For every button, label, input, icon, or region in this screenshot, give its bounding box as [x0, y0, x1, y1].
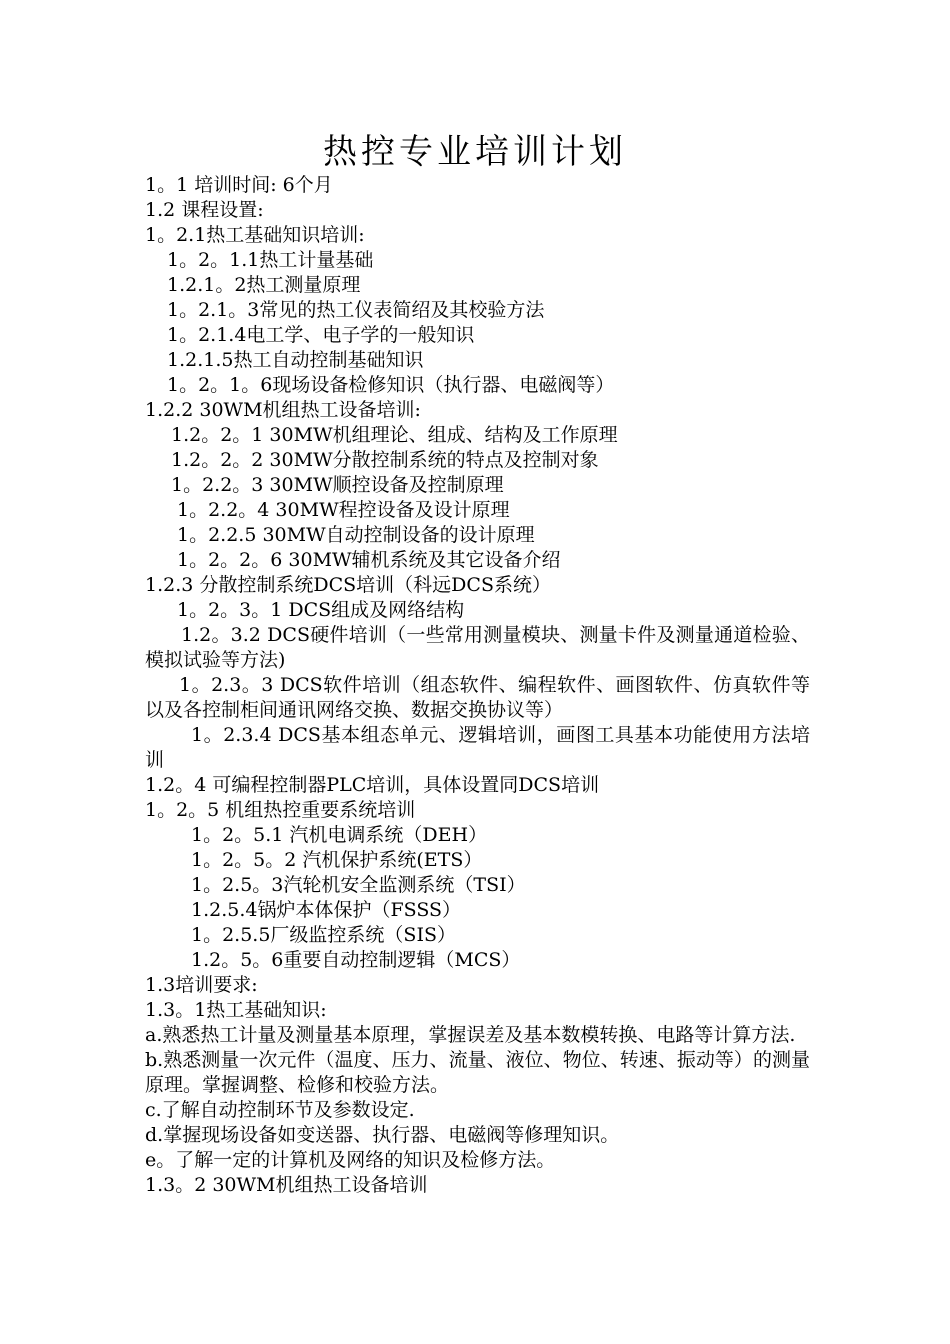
line-section-1-2-2: 1.2.2 30WM机组热工设备培训:: [145, 399, 421, 421]
line-section-1-2-5: 1。2。5 机组热控重要系统培训: [145, 799, 416, 821]
line-item-1-2-1-3: 1。2.1。3常见的热工仪表简绍及其校验方法: [167, 299, 545, 321]
line-item-1-2-3-1: 1。2。3。1 DCS组成及网络结构: [177, 599, 465, 621]
document-title: 热控专业培训计划: [323, 132, 627, 172]
line-item-1-2-2-4: 1。2.2。4 30MW程控设备及设计原理: [177, 499, 510, 521]
line-item-1-2-2-1: 1.2。2。1 30MW机组理论、组成、结构及工作原理: [171, 424, 618, 446]
line-item-1-2-5-6: 1.2。5。6重要自动控制逻辑（MCS）: [191, 949, 521, 971]
line-requirement-a: a.熟悉热工计量及测量基本原理，掌握误差及基本数模转换、电路等计算方法.: [145, 1024, 796, 1046]
line-section-1-3: 1.3培训要求:: [145, 974, 258, 996]
line-section-1-2-3: 1.2.3 分散控制系统DCS培训（科远DCS系统）: [145, 574, 551, 596]
line-item-1-2-1-5: 1.2.1.5热工自动控制基础知识: [167, 349, 424, 371]
line-item-1-2-2-3: 1。2.2。3 30MW顺控设备及控制原理: [171, 474, 504, 496]
document-body: [145, 173, 810, 1198]
line-section-1-2-4: 1.2。4 可编程控制器PLC培训，具体设置同DCS培训: [145, 774, 600, 796]
line-section-1-3-2: 1.3。2 30WM机组热工设备培训: [145, 1174, 428, 1196]
line-item-1-2-1-4: 1。2.1.4电工学、电子学的一般知识: [167, 324, 475, 346]
line-item-1-2-5-1: 1。2。5.1 汽机电调系统（DEH）: [191, 824, 488, 846]
line-item-1-2-5-2: 1。2。5。2 汽机保护系统(ETS）: [191, 849, 483, 871]
line-requirement-b: b.熟悉测量一次元件（温度、压力、流量、液位、物位、转速、振动等）的测量原理。掌握调整、检修和校验方法。: [145, 1049, 810, 1096]
line-course-setup: 1.2 课程设置:: [145, 199, 264, 221]
line-requirement-e: e。了解一定的计算机及网络的知识及检修方法。: [145, 1149, 556, 1171]
line-requirement-c: c.了解自动控制环节及参数设定.: [145, 1099, 415, 1121]
line-item-1-2-3-2: 1.2。3.2 DCS硬件培训（一些常用测量模块、测量卡件及测量通道检验、模拟试验等方法): [145, 624, 810, 671]
line-section-1-3-1: 1.3。1热工基础知识:: [145, 999, 327, 1021]
line-training-time: 1。1 培训时间: 6个月: [145, 174, 333, 196]
line-item-1-2-3-3: 1。2.3。3 DCS软件培训（组态软件、编程软件、画图软件、仿真软件等以及各控制柜间通讯网络交换、数据交换协议等）: [145, 674, 810, 721]
line-requirement-d: d.掌握现场设备如变送器、执行器、电磁阀等修理知识。: [145, 1124, 620, 1146]
line-item-1-2-3-4: 1。2.3.4 DCS基本组态单元、逻辑培训，画图工具基本功能使用方法培训: [145, 724, 810, 771]
line-section-1-2-1: 1。2.1热工基础知识培训:: [145, 224, 365, 246]
line-item-1-2-2-6: 1。2。2。6 30MW辅机系统及其它设备介绍: [177, 549, 561, 571]
line-item-1-2-2-2: 1.2。2。2 30MW分散控制系统的特点及控制对象: [171, 449, 599, 471]
line-item-1-2-1-1: 1。2。1.1热工计量基础: [167, 249, 374, 271]
line-item-1-2-5-3: 1。2.5。3汽轮机安全监测系统（TSI）: [191, 874, 526, 896]
line-item-1-2-1-6: 1。2。1。6现场设备检修知识（执行器、电磁阀等）: [167, 374, 615, 396]
line-item-1-2-1-2: 1.2.1。2热工测量原理: [167, 274, 361, 296]
line-item-1-2-5-4: 1.2.5.4锅炉本体保护（FSSS）: [191, 899, 462, 921]
line-item-1-2-5-5: 1。2.5.5厂级监控系统（SIS）: [191, 924, 456, 946]
line-item-1-2-2-5: 1。2.2.5 30MW自动控制设备的设计原理: [177, 524, 535, 546]
